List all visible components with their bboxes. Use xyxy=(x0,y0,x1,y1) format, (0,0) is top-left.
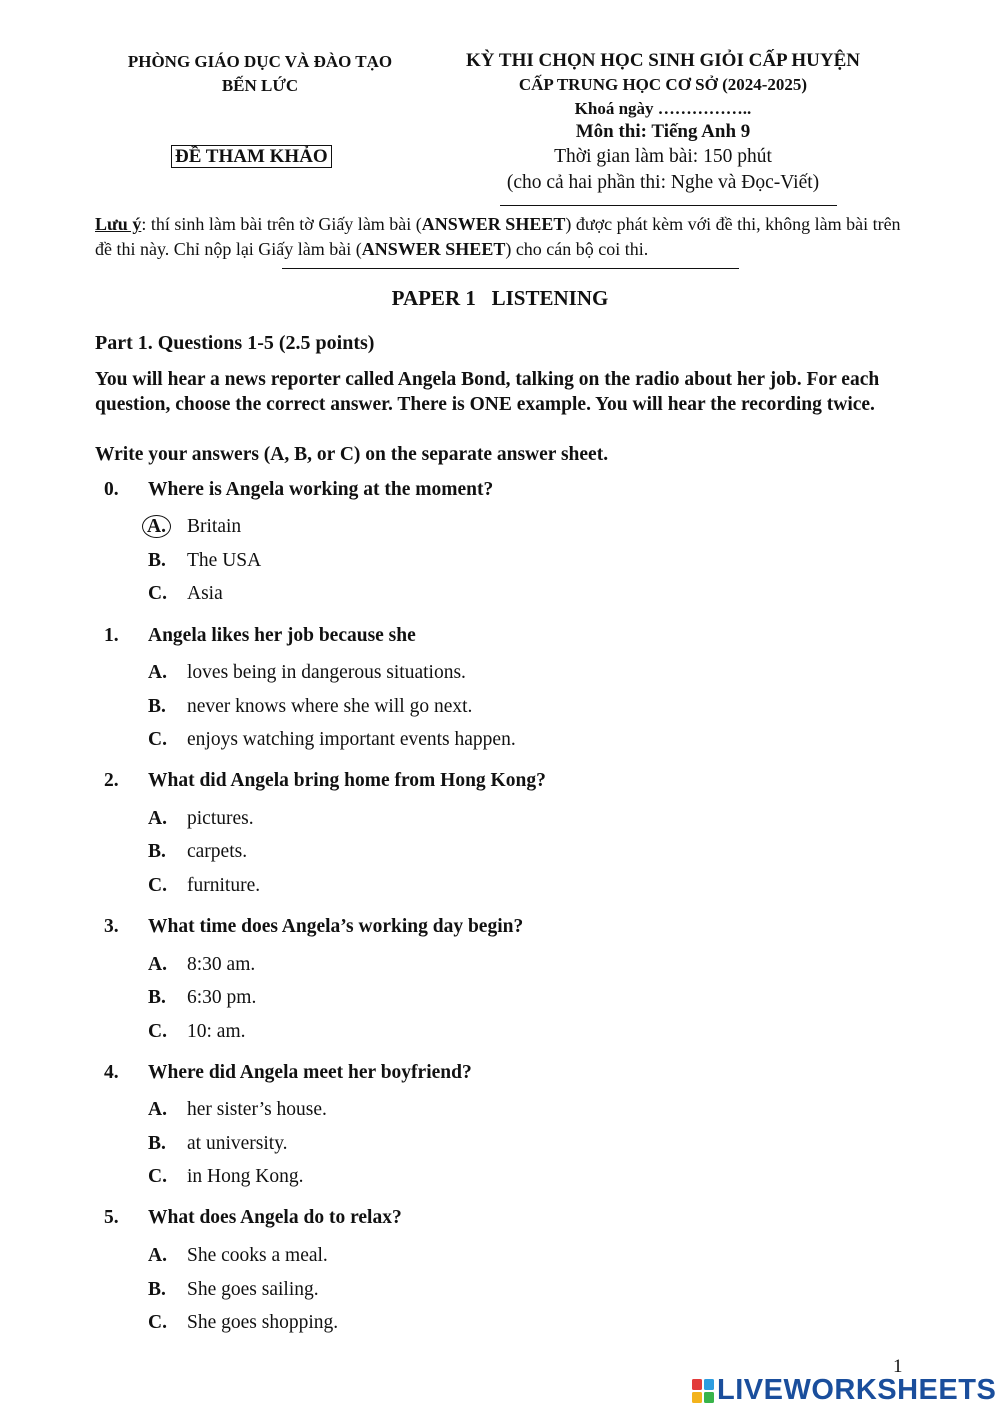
question-text: What time does Angela’s working day begin? xyxy=(148,916,524,937)
question-number: 2. xyxy=(104,770,119,791)
option-5b: B. She goes sailing. xyxy=(148,1279,319,1300)
option-1b: B. never knows where she will go next. xyxy=(148,696,473,717)
option-4a: A. her sister’s house. xyxy=(148,1099,327,1120)
exam-title: KỲ THI CHỌN HỌC SINH GIỎI CẤP HUYỆN xyxy=(466,50,860,71)
question-2 xyxy=(0,770,1000,810)
liveworksheets-logo[interactable] xyxy=(692,1374,997,1408)
option-4b: B. at university. xyxy=(148,1133,288,1154)
liveworksheets-logo-text: LIVEWORKSHEETS xyxy=(717,1374,997,1406)
exam-date: Khoá ngày …………….. xyxy=(574,99,752,118)
question-number: 1. xyxy=(104,625,119,646)
exam-duration: Thời gian làm bài: 150 phút xyxy=(554,146,772,167)
part-instruction-answer: Write your answers (A, B, or C) on the separate answer sheet. xyxy=(95,444,609,465)
part-instruction: You will hear a news reporter called Angela Bond, talking on the radio about her job. For each question, choose the correct answer. There is ONE example. You will hear the recording twice. xyxy=(95,369,880,415)
option-4c: C. in Hong Kong. xyxy=(148,1166,304,1187)
question-number: 4. xyxy=(104,1062,119,1083)
option-3a: A. 8:30 am. xyxy=(148,954,256,975)
department-line-1: PHÒNG GIÁO DỤC VÀ ĐÀO TẠO xyxy=(127,52,393,71)
department-line-2: BẾN LỨC xyxy=(221,76,299,95)
option-2b: B. carpets. xyxy=(148,841,248,862)
option-0b: B. The USA xyxy=(148,550,262,571)
question-5 xyxy=(0,1207,1000,1247)
question-text: Angela likes her job because she xyxy=(148,625,416,646)
selected-answer-circle: A. xyxy=(142,515,171,538)
option-3b: B. 6:30 pm. xyxy=(148,987,257,1008)
exam-note: Lưu ý: thí sinh làm bài trên tờ Giấy làm bài (ANSWER SHEET) được phát kèm với đề thi, không làm bài trên đề thi này. Chỉ nộp lại Giấy làm bài (ANSWER SHEET) cho cán bộ coi thi. xyxy=(95,214,901,259)
exam-level: CẤP TRUNG HỌC CƠ SỞ (2024-2025) xyxy=(518,75,808,94)
question-text: What does Angela do to relax? xyxy=(148,1207,402,1228)
option-3c: C. 10: am. xyxy=(148,1021,246,1042)
question-number: 5. xyxy=(104,1207,119,1228)
option-1c: C. enjoys watching important events happen. xyxy=(148,729,516,750)
liveworksheets-logo-icon xyxy=(692,1379,714,1403)
question-1 xyxy=(0,625,1000,665)
question-3 xyxy=(0,916,1000,956)
question-text: Where did Angela meet her boyfriend? xyxy=(148,1062,472,1083)
paper-title: PAPER 1 LISTENING xyxy=(391,286,609,310)
question-4 xyxy=(0,1062,1000,1102)
reference-label: ĐỀ THAM KHẢO xyxy=(171,146,332,168)
question-text: Where is Angela working at the moment? xyxy=(148,479,494,500)
exam-duration-note: (cho cả hai phần thi: Nghe và Đọc-Viết) xyxy=(506,172,820,193)
question-text: What did Angela bring home from Hong Kong? xyxy=(148,770,546,791)
note-divider xyxy=(282,268,739,269)
header-divider xyxy=(500,205,837,206)
option-0c: C. Asia xyxy=(148,583,223,604)
exam-subject: Môn thi: Tiếng Anh 9 xyxy=(575,121,751,142)
question-number: 0. xyxy=(104,479,119,500)
question-number: 3. xyxy=(104,916,119,937)
question-0 xyxy=(0,479,1000,519)
option-2a: A. pictures. xyxy=(148,808,254,829)
option-0a: A. Britain xyxy=(0,516,1000,546)
part-title: Part 1. Questions 1-5 (2.5 points) xyxy=(95,332,375,354)
option-5c: C. She goes shopping. xyxy=(148,1312,339,1333)
option-2c: C. furniture. xyxy=(148,875,261,896)
option-1a: A. loves being in dangerous situations. xyxy=(148,662,466,683)
option-5a: A. She cooks a meal. xyxy=(148,1245,328,1266)
page-number: 1 xyxy=(893,1356,903,1377)
